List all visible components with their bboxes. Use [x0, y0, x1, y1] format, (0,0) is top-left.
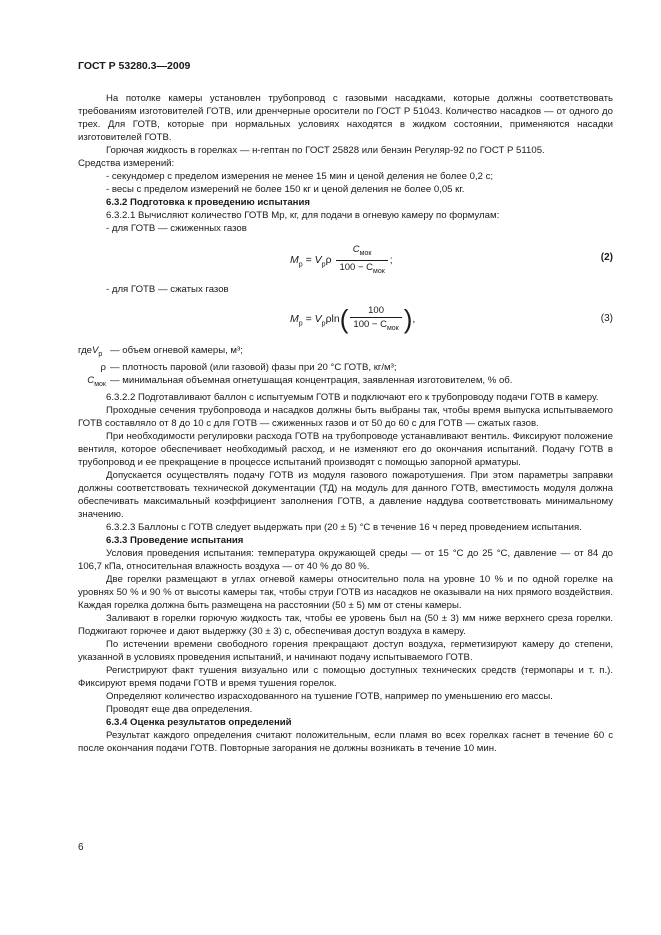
- list-item: - для ГОТВ — сжиженных газов: [106, 223, 247, 234]
- list-item: - для ГОТВ — сжатых газов: [106, 284, 229, 295]
- formula-number: (3): [600, 313, 613, 324]
- paragraph: Горючая жидкость в горелках — н-гептан по ГОСТ 25828 или бензин Регуляр-92 по ГОСТ Р 51105.: [106, 145, 545, 156]
- formula-2: $M_p = V_p\rho$ $\frac{C_{мок}}{100 - C_{мок}}$ ; (2): [78, 241, 613, 277]
- section-heading: 6.3.3 Проведение испытания: [106, 534, 244, 546]
- formula-3: $M_p = V_p\rho\ln$( $\frac{100}{100 - C_{мок}}$ ), (3): [290, 304, 613, 335]
- definition-row: $C_{мок}$ — минимальная объемная огнетушащая концентрация, заявленная изготовителем, % об.: [87, 374, 513, 388]
- paragraph: Определяют количество израсходованного на тушение ГОТВ, например по уменьшению его массы.: [106, 690, 553, 702]
- definition-row: ρ — плотность паровой (или газовой) фазы при 20 °С ГОТВ, кг/м³;: [100, 361, 397, 373]
- list-item: - весы с пределом измерений не более 150 кг и ценой деления не более 0,05 кг.: [106, 184, 465, 195]
- list-item: - секундомер с пределом измерения не менее 15 мин и ценой деления не более 0,2 с;: [106, 171, 494, 182]
- page-number: 6: [78, 842, 84, 853]
- section-heading: 6.3.2 Подготовка к проведению испытания: [106, 197, 310, 208]
- formula-number: (2): [600, 252, 613, 263]
- fraction: $\frac{C_{мок}}{100 - C_{мок}}$: [336, 243, 387, 278]
- standard-header: ГОСТ Р 53280.3—2009: [78, 60, 191, 72]
- paragraph: Допускается осуществлять подачу ГОТВ из модуля газового пожаротушения. При этом параметры заправки должны соответствовать технической документации (ТД) на модуль для данного ГОТВ, вместимость модуля должна обеспечивать максимальный коэффициент заполнения ГОТВ, а давление наддува соответствовать минимальному значению.: [78, 469, 613, 520]
- paragraph: 6.3.2.1 Вычисляют количество ГОТВ Mp, кг, для подачи в огневую камеру по формулам:: [106, 210, 500, 221]
- definitions: [78, 344, 613, 391]
- fraction: $\frac{100}{100 - C_{мок}}$: [350, 304, 401, 335]
- document-body: [78, 92, 613, 755]
- paragraph: Результат каждого определения считают положительным, если пламя во всех горелках гаснет в течение 60 с после окончания подачи ГОТВ. Повторные загорания не должны возникать в течение 10 мин.: [78, 729, 613, 754]
- paragraph: Проходные сечения трубопровода и насадков должны быть выбраны так, чтобы время выпуска испытываемого ГОТВ составляло от 8 до 10 с для ГОТВ — сжиженных газов и от 50 до 60 с для ГОТВ — сжатых газов.: [78, 404, 613, 429]
- paragraph: Условия проведения испытания: температура окружающей среды — от 15 °С до 25 °С, давление — от 84 до 106,7 кПа, относительная влажность воздуха — от 40 % до 80 %.: [78, 547, 613, 572]
- definition-row: гдеV$_p$ — объем огневой камеры, м³;: [78, 345, 243, 358]
- paragraph: При необходимости регулировки расхода ГОТВ на трубопроводе устанавливают вентиль. Фиксируют положение вентиля, которое обеспечивает необходимый расход, и не изменяют его до окончания испытаний. Подачу ГОТВ в трубопровод и ее прекращение в процессе испытаний производят с помощью запорной арматуры.: [78, 430, 613, 468]
- paragraph: Средства измерений:: [78, 158, 175, 169]
- paragraph: По истечении времени свободного горения прекращают доступ воздуха, герметизируют камеру до степени, указанной в условиях проведения испытаний, и начинают подачу испытываемого ГОТВ.: [78, 638, 613, 663]
- paragraph: Две горелки размещают в углах огневой камеры относительно пола на уровне 10 % и по одной горелке на уровнях 50 % и 90 % от высоты камеры так, чтобы струи ГОТВ из насадков не оказывали на них прямого воздействия. Каждая горелка должна быть размещена на расстоянии (50 ± 5) мм от стены камеры.: [78, 573, 613, 611]
- paragraph: Регистрируют факт тушения визуально или с помощью доступных технических средств (термопары и т. п.). Фиксируют время подачи ГОТВ и время тушения горелок.: [78, 664, 613, 689]
- section-heading: 6.3.4 Оценка результатов определений: [106, 716, 292, 728]
- paragraph: На потолке камеры установлен трубопровод с газовыми насадками, которые должны соответствовать требованиям изготовителей ГОТВ, или дренчерные оросители по ГОСТ Р 51043. Количество насадков — от одного до трех. Для ГОТВ, которые при нормальных условиях находятся в жидком состоянии, применяются насадки изготовителей ГОТВ.: [78, 93, 613, 143]
- paragraph: Заливают в горелки горючую жидкость так, чтобы ее уровень был на (50 ± 3) мм ниже верхнего среза горелки. Поджигают горючее и дают выдержку (30 ± 3) с, обеспечивая доступ воздуха в камеру.: [78, 612, 613, 637]
- paragraph: 6.3.2.3 Баллоны с ГОТВ следует выдержать при (20 ± 5) °С в течение 16 ч перед проведением испытания.: [106, 521, 582, 533]
- paragraph: Проводят еще два определения.: [106, 703, 253, 715]
- paragraph: 6.3.2.2 Подготавливают баллон с испытуемым ГОТВ и подключают его к трубопроводу подачи ГОТВ в камеру.: [106, 391, 599, 403]
